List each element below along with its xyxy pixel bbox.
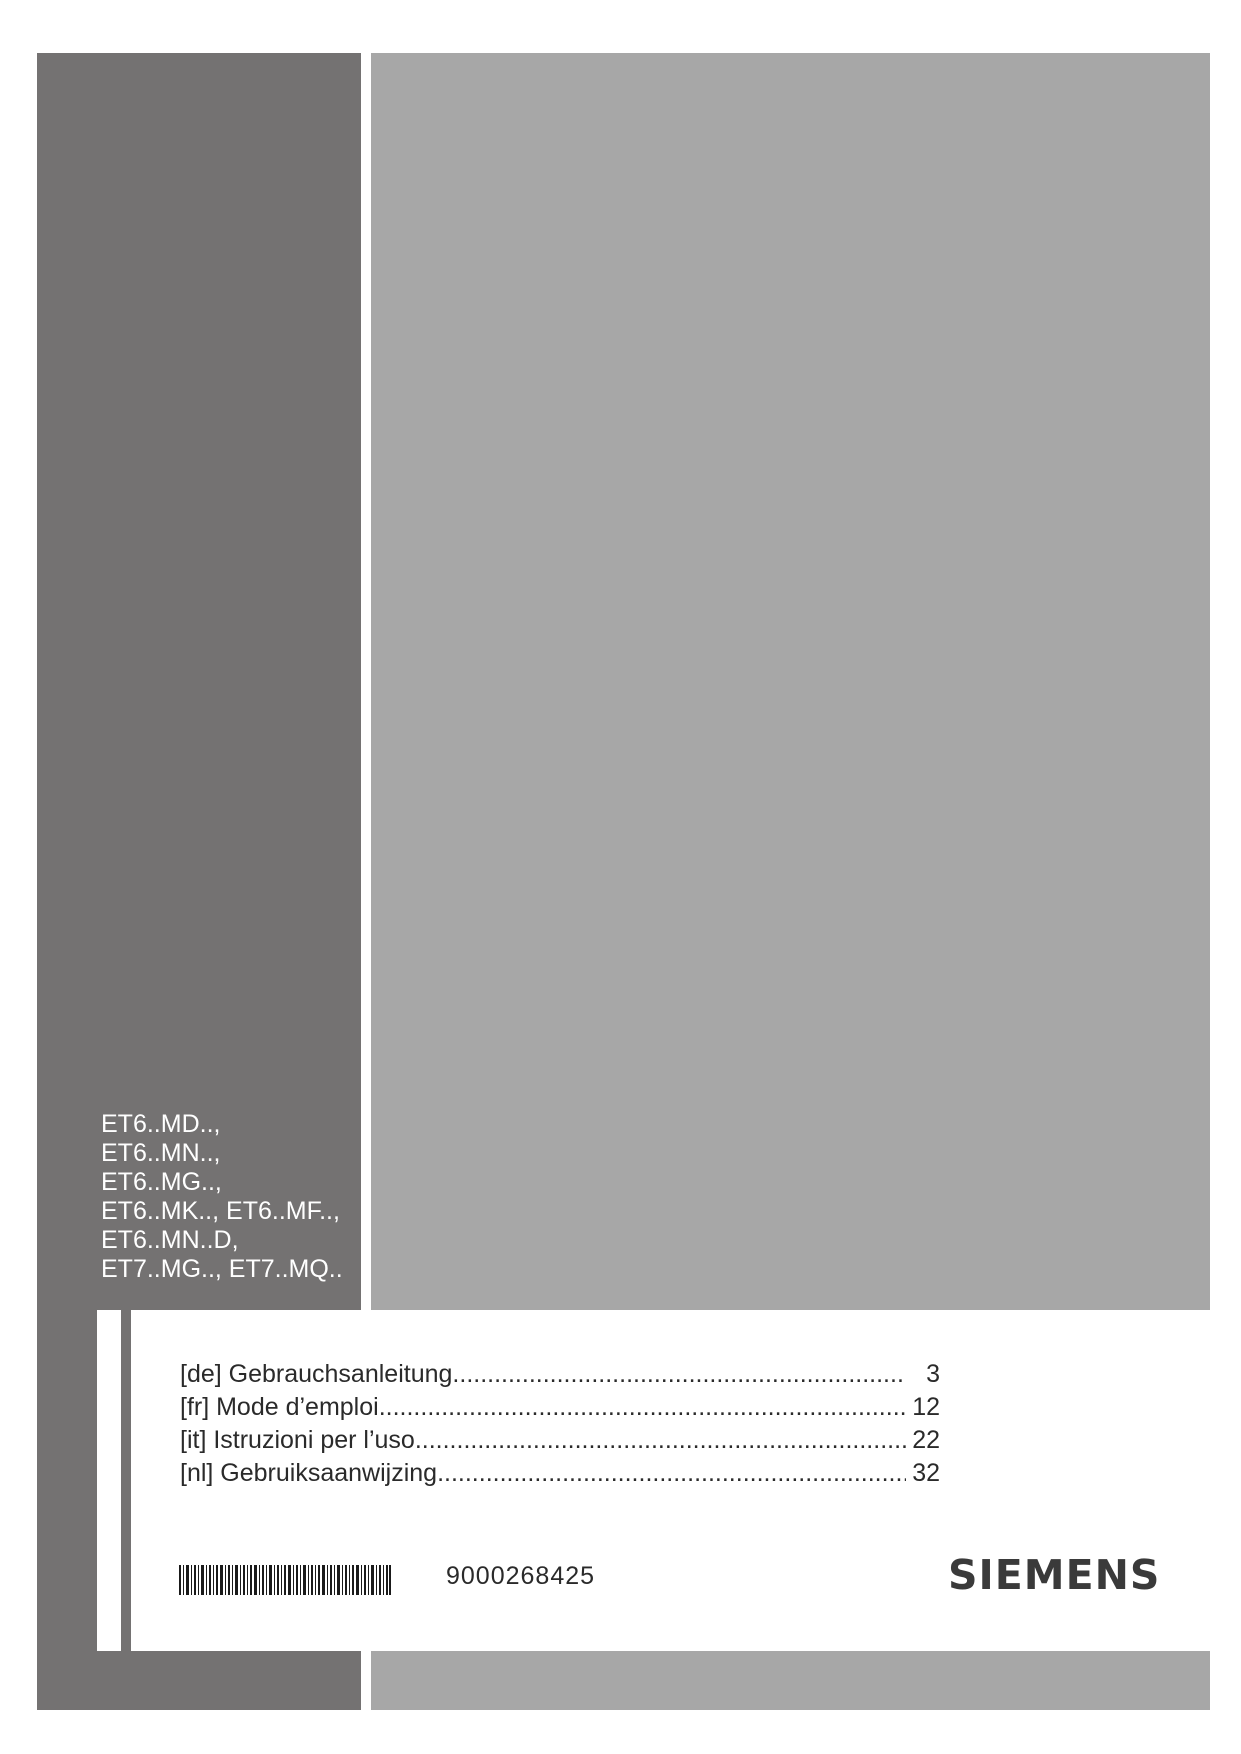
document-number: 9000268425 (446, 1562, 596, 1590)
barcode-icon (179, 1565, 391, 1595)
model-line: ET6..MN.., (101, 1139, 221, 1167)
model-line: ET6..MN..D, (101, 1226, 239, 1254)
siemens-logo: SIEMENS (948, 1551, 1161, 1599)
toc-entry-it[interactable] (180, 1424, 940, 1457)
model-line: ET6..MK.., ET6..MF.., (101, 1197, 340, 1225)
toc-leader (415, 1424, 906, 1457)
toc-page-number: 32 (912, 1459, 940, 1487)
toc-page-number: 22 (912, 1426, 940, 1454)
toc-label: [de] Gebrauchsanleitung (180, 1360, 453, 1388)
toc-label: [nl] Gebruiksaanwijzing (180, 1459, 438, 1487)
toc-entry-de[interactable] (180, 1358, 940, 1391)
toc-page-number: 12 (912, 1393, 940, 1421)
toc-label: [it] Istruzioni per l’uso (180, 1426, 415, 1454)
toc-leader (379, 1391, 906, 1424)
model-line: ET6..MD.., (101, 1110, 221, 1138)
toc-label: [fr] Mode d’emploi (180, 1393, 379, 1421)
panel-strip (97, 1310, 121, 1651)
model-line: ET6..MG.., (101, 1168, 222, 1196)
toc-leader (452, 1358, 906, 1391)
toc-page-number: 3 (926, 1360, 940, 1388)
toc-entry-nl[interactable] (180, 1457, 940, 1490)
model-line: ET7..MG.., ET7..MQ.. (101, 1255, 343, 1283)
model-list (101, 1110, 343, 1284)
table-of-contents (180, 1358, 940, 1490)
toc-leader (437, 1457, 906, 1490)
toc-entry-fr[interactable] (180, 1391, 940, 1424)
